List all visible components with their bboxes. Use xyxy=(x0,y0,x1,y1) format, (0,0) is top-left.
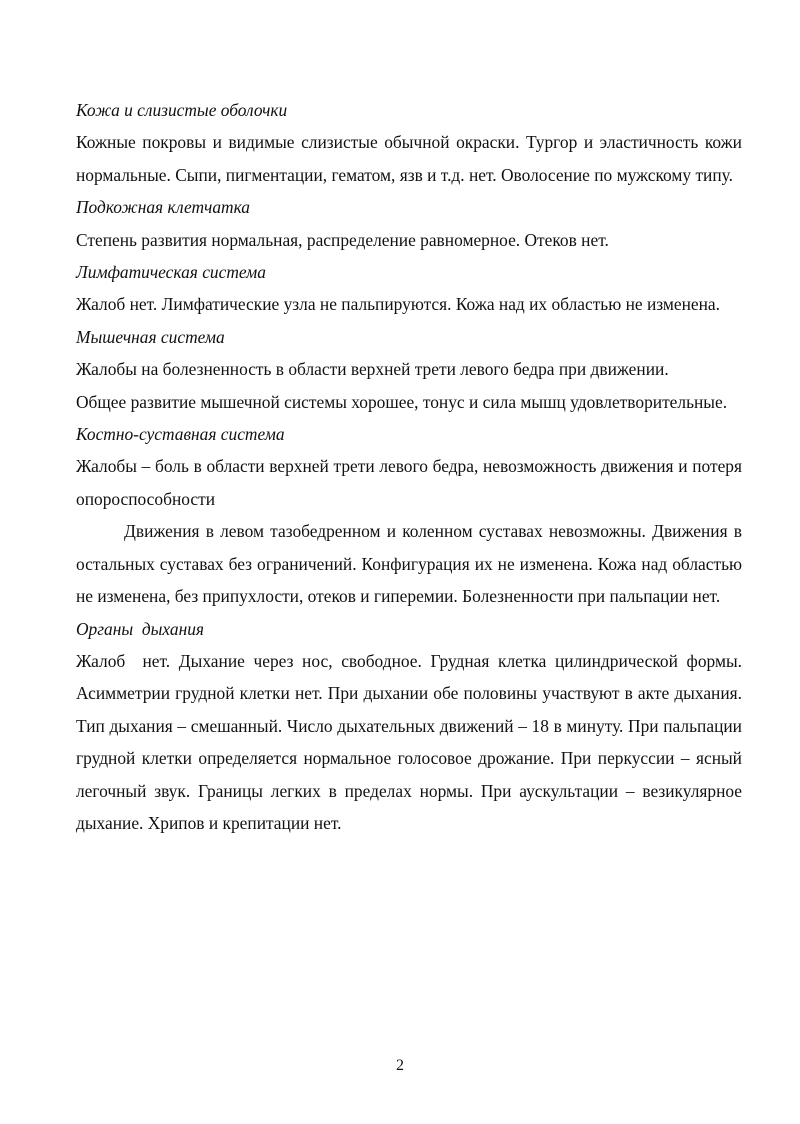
page-number: 2 xyxy=(396,1057,404,1074)
section-heading-subcutaneous: Подкожная клетчатка xyxy=(76,197,250,218)
section-text-skin: Кожные покровы и видимые слизистые обычной окраски. Тургор и эластичность кожи нормальные. Сыпи, пигментации, гематом, язв и т.д. нет. Оволосение по мужскому типу. xyxy=(76,132,742,185)
section-heading-muscular: Мышечная система xyxy=(76,326,225,347)
section-text-lymphatic: Жалоб нет. Лимфатические узла не пальпируются. Кожа над их областью не изменена. xyxy=(76,294,720,315)
section-text-musculoskeletal-complaints: Жалобы – боль в области верхней трети левого бедра, невозможность движения и потеря опороспособности xyxy=(76,456,742,509)
section-heading-lymphatic: Лимфатическая система xyxy=(76,262,266,283)
section-heading-musculoskeletal: Костно-суставная система xyxy=(76,424,285,445)
section-text-respiratory: Жалоб нет. Дыхание через нос, свободное. Грудная клетка цилиндрической формы. Асимметрии грудной клетки нет. При дыхании обе половины участвуют в акте дыхания. Тип дыхания – смешанный. Число дыхательных движений – 18 в минуту. При пальпации грудной клетки определяется нормальное голосовое дрожание. При перкуссии – ясный легочный звук. Границы легких в пределах нормы. При аускультации – везикулярное дыхание. Хрипов и крепитации нет. xyxy=(76,650,751,833)
section-heading-skin: Кожа и слизистые оболочки xyxy=(76,100,288,120)
section-text-musculoskeletal-exam: Движения в левом тазобедренном и коленном суставах невозможны. Движения в остальных суставах без ограничений. Конфигурация их не изменена. Кожа над областью не изменена, без припухлости, отеков и гиперемии. Болезненности при пальпации нет. xyxy=(76,521,742,607)
document-body xyxy=(76,94,751,839)
section-text-subcutaneous: Степень развития нормальная, распределение равномерное. Отеков нет. xyxy=(76,229,609,250)
section-heading-respiratory: Органы дыхания xyxy=(76,618,205,639)
section-text-muscular-exam: Общее развитие мышечной системы хорошее, тонус и сила мышц удовлетворительные. xyxy=(76,391,728,412)
section-text-muscular-complaints: Жалобы на болезненность в области верхней трети левого бедра при движении. xyxy=(76,359,669,380)
